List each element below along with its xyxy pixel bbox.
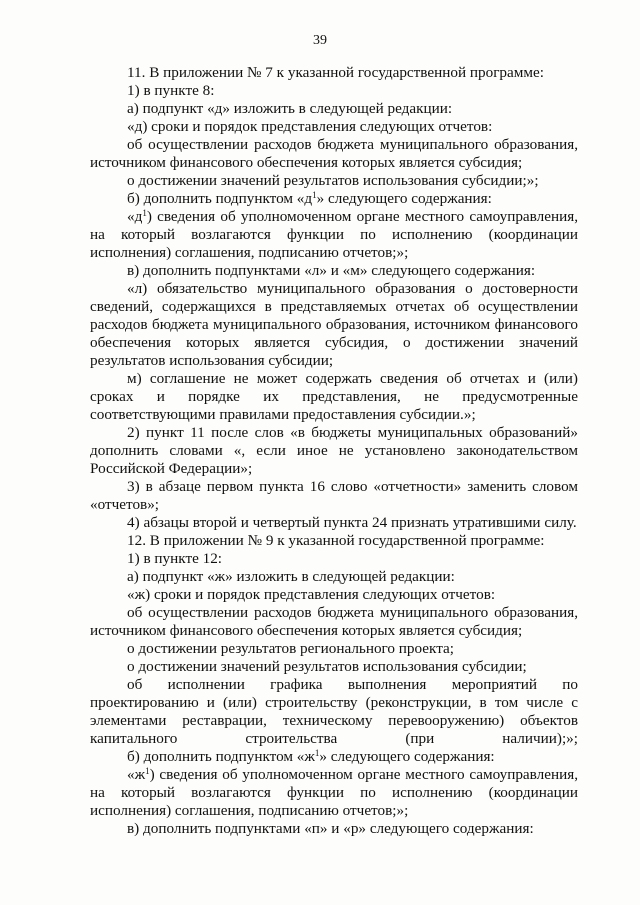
paragraph: м) соглашение не может содержать сведения об отчетах и (или) сроках и порядке их представления, не предусмотренные соответствующими правилами предоставления субсидии.»;	[90, 370, 578, 423]
paragraph: в) дополнить подпунктами «п» и «р» следующего содержания:	[127, 820, 534, 837]
paragraph: в) дополнить подпунктами «л» и «м» следующего содержания:	[127, 262, 536, 279]
paragraph: об исполнении графика выполнения мероприятий по проектированию и (или) строительству (реконструкции, в том числе с элементами реставрации, техническому перевооружению) объектов капитального строительства (при наличии);»;	[90, 676, 578, 747]
paragraph: о достижении значений результатов использования субсидии;	[127, 658, 527, 675]
paragraph: 1) в пункте 8:	[127, 82, 215, 99]
paragraph: об осуществлении расходов бюджета муниципального образования, источником финансового обеспечения которых является субсидия;	[90, 604, 578, 639]
paragraph	[90, 748, 578, 766]
paragraph: а) подпункт «д» изложить в следующей редакции:	[127, 100, 453, 117]
paragraph: «ж) сроки и порядок представления следующих отчетов:	[127, 586, 496, 603]
paragraph: а) подпункт «ж» изложить в следующей редакции:	[127, 568, 455, 585]
paragraph: «д) сроки и порядок представления следующих отчетов:	[127, 118, 493, 135]
paragraph: 12. В приложении № 9 к указанной государственной программе:	[127, 532, 545, 549]
paragraph: об осуществлении расходов бюджета муниципального образования, источником финансового обеспечения которых является субсидия;	[90, 136, 578, 171]
paragraph: «л) обязательство муниципального образования о достоверности сведений, содержащихся в представляемых отчетах об осуществлении расходов бюджета муниципального образования, источником финансового обеспечения которых является субсидия, о достижении значений результатов использования субсидии;	[90, 280, 578, 369]
paragraph: 4) абзацы второй и четвертый пункта 24 признать утратившими силу.	[127, 514, 577, 531]
paragraph: о достижении результатов регионального проекта;	[127, 640, 454, 657]
superscript: 1	[142, 208, 147, 218]
superscript: 1	[312, 190, 317, 200]
paragraph: о достижении значений результатов использования субсидии;»;	[127, 172, 539, 189]
paragraph	[90, 766, 578, 820]
text-fragment: » следующего содержания:	[319, 748, 495, 765]
superscript: 1	[145, 766, 150, 776]
text-fragment: «д	[127, 208, 143, 225]
text-fragment: «ж	[127, 766, 146, 783]
text-fragment: » следующего содержания:	[316, 190, 492, 207]
paragraph: 2) пункт 11 после слов «в бюджеты муниципальных образований» дополнить словами «, если иное не установлено законодательством Российской Федерации»;	[90, 424, 578, 477]
page-number: 39	[313, 33, 327, 48]
text-fragment: б) дополнить подпунктом «д	[127, 190, 313, 207]
paragraph: 3) в абзаце первом пункта 16 слово «отчетности» заменить словом «отчетов»;	[90, 478, 578, 513]
text-fragment: ) сведения об уполномоченном органе местного самоуправления, на который возлагаются функции по исполнению (координации исполнения) соглашения, подписанию отчетов;»;	[90, 766, 578, 819]
text-fragment: ) сведения об уполномоченном органе местного самоуправления, на который возлагаются функции по исполнению (координации исполнения) соглашения, подписанию отчетов;»;	[90, 208, 578, 261]
text-fragment: б) дополнить подпунктом «ж	[127, 748, 315, 765]
superscript: 1	[314, 748, 320, 758]
document-body	[90, 64, 578, 838]
paragraph: 11. В приложении № 7 к указанной государственной программе:	[127, 64, 544, 81]
paragraph: 1) в пункте 12:	[127, 550, 223, 567]
paragraph	[90, 208, 578, 262]
paragraph	[90, 190, 578, 208]
